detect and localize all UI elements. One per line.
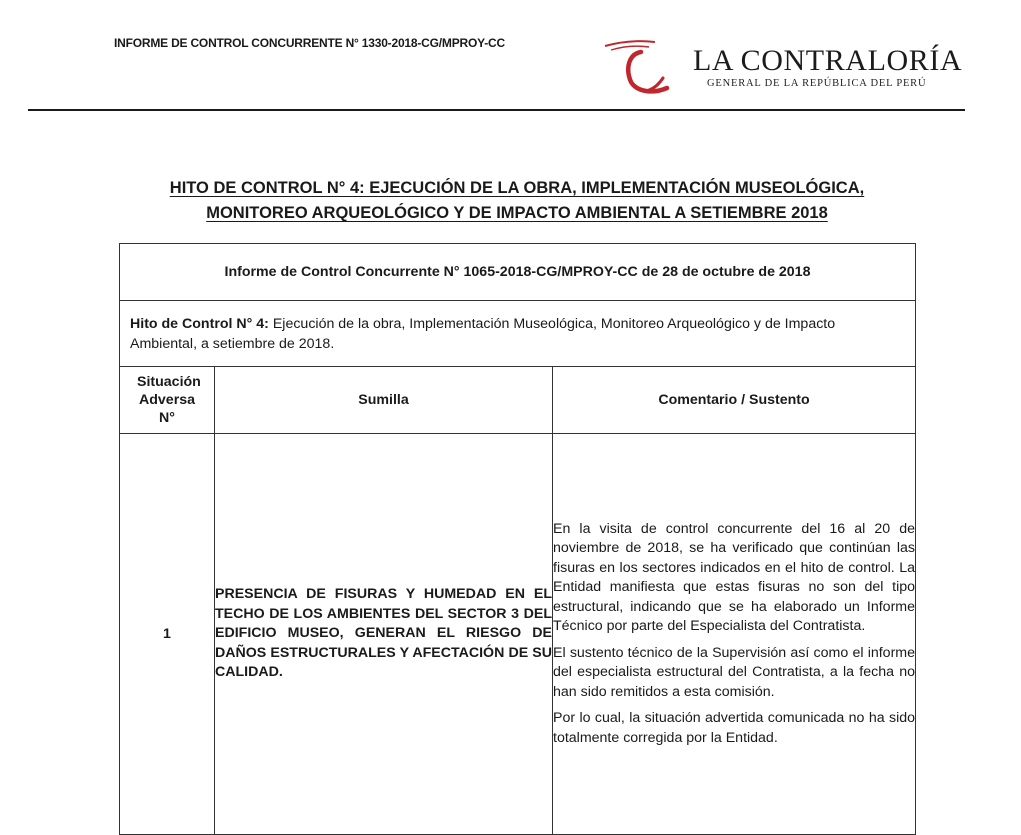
comentario-paragraph-3: Por lo cual, la situación advertida comunicada no ha sido totalmente corregida por la Entidad. bbox=[553, 710, 916, 746]
hito-cell bbox=[120, 301, 916, 367]
header-situacion bbox=[120, 367, 215, 434]
table-header-row bbox=[120, 367, 916, 434]
logo-subtitle: GENERAL DE LA REPÚBLICA DEL PERÚ bbox=[707, 78, 927, 89]
contraloria-logo bbox=[597, 38, 977, 98]
situacion-number: 1 bbox=[120, 434, 215, 835]
hito-text: Ejecución de la obra, Implementación Museológica, Monitoreo Arqueológico y de Impacto Ambiental, a setiembre de 2018. bbox=[130, 315, 836, 352]
comentario-cell bbox=[553, 434, 916, 835]
header-comentario: Comentario / Sustento bbox=[553, 367, 916, 434]
comentario-paragraph-1: En la visita de control concurrente del 16 al 20 de noviembre de 2018, se ha verificado que continúan las fisuras en los sectores indicados en el hito de control. La Entidad manifiesta que estas fisuras no son del tipo estructural, indicando que se ha elaborado un Informe Técnico por parte del Especialista del Contratista. bbox=[553, 520, 916, 635]
control-table bbox=[119, 243, 916, 835]
header-sumilla: Sumilla bbox=[215, 367, 553, 434]
table-row bbox=[120, 434, 916, 835]
sumilla-text: PRESENCIA DE FISURAS Y HUMEDAD EN EL TECHO DE LOS AMBIENTES DEL SECTOR 3 DEL EDIFICIO MUSEO, GENERAN EL RIESGO DE DAÑOS ESTRUCTURALES Y AFECTACIÓN DE SU CALIDAD. bbox=[215, 434, 553, 835]
logo-emblem-icon bbox=[597, 38, 697, 98]
comentario-paragraph-2: El sustento técnico de la Supervisión así como el informe del especialista estructural del Contratista, a la fecha no han sido remitidos a esta comisión. bbox=[553, 644, 916, 700]
title-line-2: MONITOREO ARQUEOLÓGICO Y DE IMPACTO AMBIENTAL A SETIEMBRE 2018 bbox=[206, 204, 828, 222]
report-line: Informe de Control Concurrente N° 1065-2018-CG/MPROY-CC de 28 de octubre de 2018 bbox=[120, 244, 916, 301]
document-title bbox=[120, 176, 914, 226]
title-line-1: HITO DE CONTROL N° 4: EJECUCIÓN DE LA OBRA, IMPLEMENTACIÓN MUSEOLÓGICA, bbox=[169, 179, 865, 197]
hito-label: Hito de Control N° 4: bbox=[130, 315, 269, 332]
report-reference: INFORME DE CONTROL CONCURRENTE N° 1330-2018-CG/MPROY-CC bbox=[114, 36, 505, 50]
report-row bbox=[120, 244, 916, 301]
header-divider bbox=[28, 109, 965, 111]
hito-row bbox=[120, 301, 916, 367]
logo-title: LA CONTRALORÍA bbox=[693, 44, 963, 77]
header-situacion-label: Situación Adversa N° bbox=[137, 374, 201, 426]
